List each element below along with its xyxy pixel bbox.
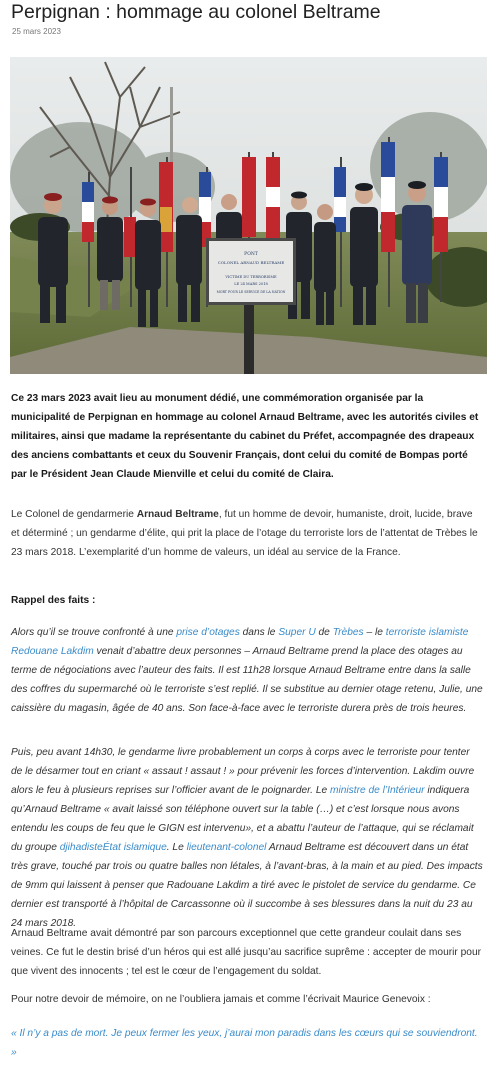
article-title: Perpignan : hommage au colonel Beltrame bbox=[11, 1, 381, 23]
link-prise-d-otages[interactable]: prise d’otages bbox=[176, 627, 240, 638]
link-terroriste[interactable]: terroriste islamiste Redouane Lakdim bbox=[11, 627, 469, 657]
ceremony-photo bbox=[10, 57, 487, 374]
sign-line-4: LE 24 MARS 2018 bbox=[234, 282, 268, 286]
link-super-u[interactable]: Super U bbox=[278, 627, 316, 638]
sign-line-2: COLONEL ARNAUD BELTRAME bbox=[217, 260, 285, 265]
link-ministre-interieur[interactable]: ministre de l’Intérieur bbox=[330, 785, 425, 796]
link-trebes[interactable]: Trèbes bbox=[332, 627, 364, 638]
paragraph-facts-2: Puis, peu avant 14h30, le gendarme livre probablement un corps à corps avec le terroriste pour tenter de le désarmer tout en criant « assaut ! assaut ! » pour prévenir les forces d’intervention. Lakdim ouvre alors le feu à plusieurs reprises sur l’officier avant de le poignarder. Le ministre de l’Intérieur indiquera qu’Arnaud Beltrame « avait laissé son téléphone ouvert sur la table (…) et c’est lorsque nous avons entendu les coups de feu que le GIGN est intervenu», et a abattu l’auteur de l’attaque, qui se réclamait du groupe djihadisteÉtat islamique. Le lieutenant-colonel Arnaud Beltrame est découvert dans un état très grave, touché par trois ou quatre balles non létales, à l’avant-bras, à la main et au pied. Des impacts de 9mm qui laissent à penser que Radouane Lakdim a tiré avec le pistolet de service du gendarme. Ce dernier est transporté à l’hôpital de Carcassonne où il succombe à ses blessures dans la nuit du 23 au 24 mars 2018. bbox=[11, 747, 483, 929]
section-heading: Rappel des faits : bbox=[11, 595, 96, 606]
paragraph-facts-1: Alors qu’il se trouve confronté à une prise d’otages dans le Super U de Trèbes – le terroriste islamiste Redouane Lakdim venait d’abattre deux personnes – Arnaud Beltrame prend la place des otages au terme de négociations avec l’auteur des faits. Il est 11h28 lorsque Arnaud Beltrame entre dans la salle des coffres du supermarché où le terroriste s’est replié. Il se substitue au dernier otage retenu, Julie, une caissière du magasin, âgée de 40 ans. Son face-à-face avec le terroriste durera près de trois heures. bbox=[11, 627, 483, 714]
paragraph-hero: Arnaud Beltrame avait démontré par son parcours exceptionnel que cette grandeur coulait dans ses veines. Ce fut le destin brisé d’un héros qui est allé jusqu’au sacrifice suprême : accepter de mourir pour que vivent des innocents ; tel est le cœur de l’engagement du soldat. bbox=[11, 928, 481, 977]
genevoix-quote: « Il n’y a pas de mort. Je peux fermer les yeux, j’aurai mon paradis dans les cœurs qui se souviendront. » bbox=[11, 1028, 478, 1058]
paragraph-memoire: Pour notre devoir de mémoire, on ne l’oubliera jamais et comme l’écrivait Maurice Genevoix : bbox=[11, 994, 431, 1005]
beltrame-name: Arnaud Beltrame bbox=[136, 509, 219, 520]
link-lieutenant-colonel[interactable]: lieutenant-colonel bbox=[186, 842, 267, 853]
paragraph-beltrame-intro: Le Colonel de gendarmerie Arnaud Beltrame, fut un homme de devoir, humaniste, droit, lucide, brave et déterminé ; un gendarme d’élite, qui prit la place de l’otage du terroriste lors de l’attentat de Trèbes le 23 mars 2018. L’exemplarité d’un homme de valeurs, un idéal au service de la France. bbox=[11, 509, 478, 558]
article-date: 25 mars 2023 bbox=[12, 27, 61, 36]
sign-line-3: VICTIME DU TERRORISME bbox=[225, 275, 277, 279]
sign-line-1: PONT bbox=[244, 252, 258, 257]
sign-line-5: MORT POUR LE SERVICE DE LA NATION bbox=[216, 290, 286, 294]
link-etat-islamique[interactable]: djihadisteÉtat islamique bbox=[59, 842, 167, 853]
lead-paragraph: Ce 23 mars 2023 avait lieu au monument dédié, une commémoration organisée par la municipalité de Perpignan en hommage au colonel Arnaud Beltrame, avec les autorités civiles et militaires, ainsi que madame la représentante du cabinet du Préfet, accompagnée des drapeaux des anciens combattants et ceux du Souvenir Français, dont celui du comité de Bompas porté par le Président Jean Claude Mienville et celui du comité de Claira. bbox=[11, 393, 479, 480]
